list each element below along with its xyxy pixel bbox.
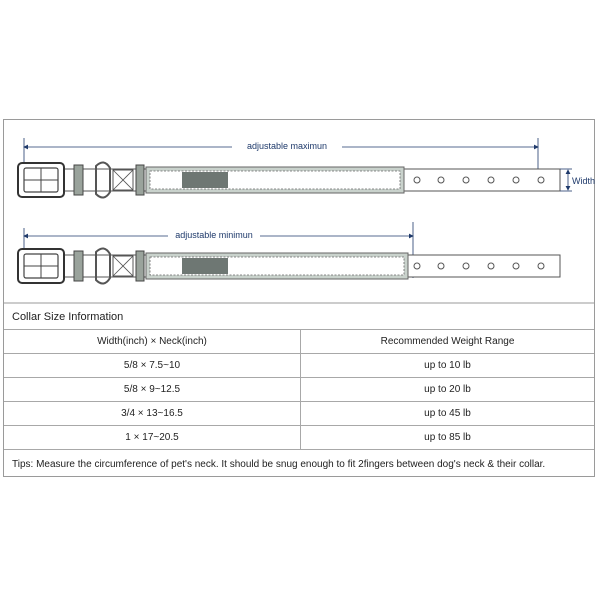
table-row [4, 426, 594, 450]
table-header-row [4, 330, 594, 354]
table-row [4, 402, 594, 426]
size-cell: 3/4 × 13~16.5 [4, 402, 301, 426]
collar-min [18, 222, 560, 284]
section-title: Collar Size Information [12, 311, 124, 323]
col-header-weight: Recommended Weight Range [301, 330, 595, 354]
weight-cell: up to 85 lb [301, 426, 595, 450]
weight-cell: up to 20 lb [301, 378, 595, 402]
table-row [4, 354, 594, 378]
weight-cell: up to 10 lb [301, 354, 595, 378]
col-header-size: Width(inch) × Neck(inch) [4, 330, 301, 354]
table-row [4, 378, 594, 402]
size-table [4, 329, 594, 450]
collar-diagram [0, 119, 600, 309]
size-cell: 5/8 × 7.5~10 [4, 354, 301, 378]
width-label: Width [572, 176, 596, 186]
min-label: adjustable minimun [175, 230, 253, 240]
collar-max [18, 138, 595, 198]
size-cell: 1 × 17~20.5 [4, 426, 301, 450]
weight-cell: up to 45 lb [301, 402, 595, 426]
size-cell: 5/8 × 9~12.5 [4, 378, 301, 402]
max-label: adjustable maximun [246, 141, 328, 151]
tips-text: Tips: Measure the circumference of pet's neck. It should be snug enough to fit 2fingers between dog's neck & their collar. [12, 459, 546, 470]
